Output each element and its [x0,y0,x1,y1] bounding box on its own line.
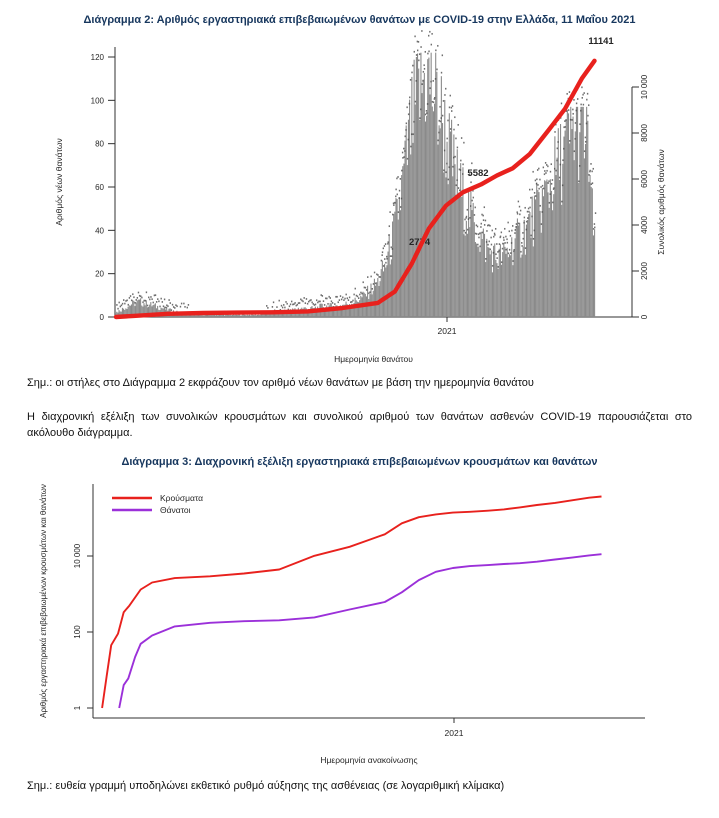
diagram2-x-tick-label: 2021 [437,326,457,336]
svg-text:60: 60 [95,182,104,192]
diagram3-y-axis-title: Αριθμός εργαστηριακά επιβεβαιωμένων κρουσμάτων και θανάτων [39,484,48,718]
note-diagram2: Σημ.: οι στήλες στο Διάγραμμα 2 εκφράζουν τον αριθμό νέων θανάτων με βάση την ημερομηνία θανάτου [27,377,534,389]
svg-text:10 000: 10 000 [73,543,82,569]
diagram3-axes [93,484,645,718]
diagram2-right-axis-title: Συνολικός αριθμός θανάτων [656,149,666,255]
diagram2-x-axis-title: Ημερομηνία θανάτου [334,354,413,364]
body-paragraph: Η διαχρονική εξέλιξη των συνολικών κρουσμάτων και συνολικού αριθμού των θανάτων ασθενών COVID-19 παρουσιάζεται στο ακόλουθο διάγραμμα. [27,411,692,439]
svg-text:4000: 4000 [640,216,649,234]
svg-text:10 000: 10 000 [640,74,649,100]
svg-text:0: 0 [99,313,104,322]
diagram3-title: Διάγραμμα 3: Διαχρονική εξέλιξη εργαστηριακά επιβεβαιωμένων κρουσμάτων και θανάτων [121,456,598,468]
diagram2-right-axis-ticks [632,74,649,319]
annotation-5582: 5582 [467,168,489,179]
svg-text:6000: 6000 [640,170,649,188]
svg-text:100: 100 [90,96,104,106]
diagram2-bars [115,53,595,317]
legend-label: Κρούσματα [160,493,204,503]
note-diagram3: Σημ.: ευθεία γραμμή υποδηλώνει εκθετικό ρυθμό αύξησης της ασθένειας (σε λογαριθμική κλίμακα) [27,780,505,792]
svg-text:0: 0 [640,314,649,320]
svg-text:2000: 2000 [640,262,649,280]
svg-text:120: 120 [90,52,104,62]
svg-text:20: 20 [95,269,104,279]
series-line-0 [102,497,601,709]
svg-text:8000: 8000 [640,124,649,142]
diagram3-x-tick-label: 2021 [444,728,464,738]
svg-text:40: 40 [95,226,104,236]
svg-text:100: 100 [73,625,82,639]
legend-label: Θάνατοι [160,505,191,515]
diagram3-legend [112,493,203,515]
diagram2-left-axis-ticks [91,53,115,322]
diagram3-y-ticks [73,543,93,710]
diagram2-chart [0,30,719,378]
diagram2-title: Διάγραμμα 2: Αριθμός εργαστηριακά επιβεβαιωμένων θανάτων με COVID-19 στην Ελλάδα, 11 Μαΐου 2021 [83,14,636,26]
svg-text:80: 80 [95,139,104,149]
annotation-11141: 11141 [588,36,614,47]
annotation-2774: 2774 [409,237,431,248]
diagram2-left-axis-title: Αριθμός νέων θανάτων [54,138,64,226]
diagram3-x-axis-title: Ημερομηνία ανακοίνωσης [320,755,418,765]
svg-text:1: 1 [73,705,82,711]
diagram3-chart [0,472,719,774]
